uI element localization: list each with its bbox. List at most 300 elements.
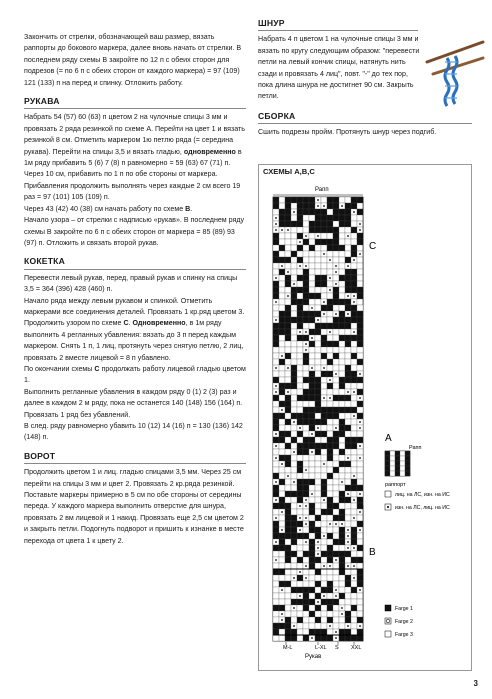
chart-cell [327,359,333,365]
chart-cell [357,215,363,221]
chart-cell [339,371,345,377]
chart-cell [273,257,279,263]
chart-cell [357,539,363,545]
chart-cell [285,329,291,335]
chart-cell [327,227,333,233]
chart-cell [285,371,291,377]
chart-cell [321,611,327,617]
chart-cell [291,311,297,317]
chart-cell [279,419,285,425]
chart-cell [291,377,297,383]
chart-cell [321,383,327,389]
chart-cell [327,401,333,407]
chart-cell [273,263,279,269]
chart-cell-dot [353,331,355,333]
chart-cell [297,473,303,479]
chart-cell [309,275,315,281]
chart-cell [333,257,339,263]
chart-cell [315,239,321,245]
chart-cell [297,479,303,485]
chart-cell [285,401,291,407]
chart-cell [351,269,357,275]
chart-cell [333,341,339,347]
chart-cell-dot [341,613,343,615]
chart-cell [321,401,327,407]
rapport-cell [400,456,405,461]
chart-cell [309,575,315,581]
chart-cell [333,491,339,497]
chart-cell [303,611,309,617]
chart-cell [345,359,351,365]
chart-cell [291,503,297,509]
chart-cell [279,197,285,203]
chart-cell-dot [281,529,283,531]
chart-cell-dot [347,529,349,531]
chart-cell [351,479,357,485]
size-labels [283,642,361,651]
chart-cell [285,377,291,383]
chart-cell [279,479,285,485]
chart-cell [285,383,291,389]
rapport-cell [395,451,400,456]
chart-cell [303,413,309,419]
chart-cell [327,365,333,371]
chart-cell [321,575,327,581]
chart-cell [351,227,357,233]
chart-cell [327,425,333,431]
chart-cell [303,383,309,389]
chart-cell [327,203,333,209]
chart-cell-dot [287,391,289,393]
chart-cell [309,359,315,365]
chart-cell [333,275,339,281]
chart-cell [291,215,297,221]
chart-cell-dot [317,235,319,237]
chart-cell [291,533,297,539]
chart-cell-dot [311,433,313,435]
chart-cell [345,605,351,611]
chart-cell [279,569,285,575]
chart-cell [333,395,339,401]
chart-cell [273,197,279,203]
chart-cell [339,323,345,329]
chart-cell [351,635,357,641]
chart-cell [357,521,363,527]
chart-cell [333,401,339,407]
chart-cell [297,377,303,383]
chart-cell [285,395,291,401]
chart-cell [309,395,315,401]
chart-cell [285,323,291,329]
rapport-cell [400,461,405,466]
chart-cell-dot [329,397,331,399]
chart-cell [327,209,333,215]
chart-cell [333,203,339,209]
chart-cell [273,605,279,611]
chart-cell [309,515,315,521]
chart-cell [333,365,339,371]
chart-cell [345,443,351,449]
chart-cell [327,533,333,539]
chart-cell [339,551,345,557]
chart-cell [321,233,327,239]
chart-cell [351,353,357,359]
chart-cell [327,617,333,623]
chart-cell [327,269,333,275]
chart-cell [357,299,363,305]
chart-cell [327,413,333,419]
chart-cell [279,335,285,341]
chart-cell-dot [287,367,289,369]
chart-cell [315,479,321,485]
chart-cell [315,557,321,563]
chart-cell [297,299,303,305]
chart-cell [315,263,321,269]
chart-cell [321,239,327,245]
chart-grid [273,197,363,641]
chart-cell [321,551,327,557]
chart-cell [297,419,303,425]
chart-cell [279,503,285,509]
chart-cell [279,449,285,455]
chart-cell [345,635,351,641]
chart-cell [297,257,303,263]
chart-cell [315,389,321,395]
chart-cell [333,443,339,449]
chart-cell [357,269,363,275]
chart-cell-dot [353,547,355,549]
chart-cell-dot [359,427,361,429]
chart-cell [357,305,363,311]
chart-cell [303,599,309,605]
chart-cell [357,551,363,557]
chart-cell [315,449,321,455]
chart-cell [303,491,309,497]
chart-cell [351,485,357,491]
chart-cell-dot [323,535,325,537]
chart-cell [279,287,285,293]
chart-cell [285,341,291,347]
chart-cell [321,431,327,437]
chart-cell-dot [293,283,295,285]
chart-cell-dot [305,541,307,543]
chart-cell [291,299,297,305]
chart-cell [279,377,285,383]
chart-cell [333,581,339,587]
chart-cell [327,599,333,605]
chart-cell [339,461,345,467]
chart-cell [357,437,363,443]
chart-cell [285,479,291,485]
chart-cell [351,437,357,443]
chart-cell-dot [347,535,349,537]
yoke-paragraph-4: Выполнить регланные убавления в каждом ряду 0 (1) 2 (3) раз и далее в каждом 2 м ряду, пока не останется 140 (148) 156 (164) п. Провязать 1 ряд без убавлений. [24,387,243,419]
sleeve-label: Рукав [305,654,322,660]
chart-cell [315,437,321,443]
chart-cell [333,419,339,425]
collar-divider [24,463,246,464]
chart-cell [315,485,321,491]
chart-cell-dot [281,589,283,591]
chart-cell [339,485,345,491]
chart-cell [357,599,363,605]
chart-cell [345,281,351,287]
chart-cell [285,527,291,533]
chart-cell [327,497,333,503]
chart-cell [351,623,357,629]
chart-cell [285,563,291,569]
chart-cell [357,479,363,485]
chart-cell-dot [281,613,283,615]
chart-cell [309,401,315,407]
chart-cell [291,455,297,461]
chart-cell [357,635,363,641]
chart-cell-dot [329,259,331,261]
chart-cell [291,563,297,569]
rapport-cell [390,461,395,466]
chart-cell [285,461,291,467]
chart-cell [297,485,303,491]
chart-cell [291,443,297,449]
chart-cell [297,281,303,287]
chart-cell [297,455,303,461]
chart-cell [339,221,345,227]
chart-cell [273,551,279,557]
chart-cell [357,581,363,587]
chart-cell [315,359,321,365]
chart-cell [327,419,333,425]
chart-cell [279,329,285,335]
chart-cell [327,323,333,329]
chart-cell [357,197,363,203]
chart-cell [291,515,297,521]
chart-cell-dot [341,607,343,609]
chart-cell [309,239,315,245]
knitting-chart [259,165,471,670]
chart-cell [327,245,333,251]
chart-cell-dot [347,391,349,393]
chart-cell [321,407,327,413]
chart-cell [297,533,303,539]
chart-cell [333,293,339,299]
chart-cell [327,635,333,641]
chart-cell-dot [335,265,337,267]
chart-cell [273,341,279,347]
chart-cell [309,263,315,269]
chart-cell [327,593,333,599]
chart-cell [357,407,363,413]
chart-cell-dot [293,451,295,453]
chart-cell [285,425,291,431]
chart-cell [285,503,291,509]
assembly-divider [258,123,472,124]
chart-cell [285,587,291,593]
chart-cell [345,611,351,617]
chart-cell [333,431,339,437]
chart-cell [285,353,291,359]
chart-cell [339,269,345,275]
chart-cell [273,509,279,515]
chart-cell [273,473,279,479]
chart-cell [321,539,327,545]
chart-cell [297,401,303,407]
chart-cell [303,635,309,641]
chart-cell [315,461,321,467]
chart-cell [273,401,279,407]
chart-cell-dot [359,373,361,375]
chart-cell [345,251,351,257]
chart-cell [333,533,339,539]
chart-cell [303,275,309,281]
chart-cell [345,197,351,203]
chart-cell [339,311,345,317]
chart-cell-dot [299,265,301,267]
chart-cell [351,383,357,389]
chart-cell [303,461,309,467]
sleeves-heading: РУКАВА [24,96,60,107]
chart-cell [303,221,309,227]
chart-cell [339,509,345,515]
chart-cell [327,353,333,359]
chart-cell [309,629,315,635]
chart-cell [321,341,327,347]
chart-cell [279,485,285,491]
chart-cell [327,587,333,593]
chart-cell [279,551,285,557]
chart-cell-dot [335,523,337,525]
chart-cell [345,473,351,479]
chart-cell-dot [305,523,307,525]
chart-cell-dot [275,499,277,501]
chart-cell [297,323,303,329]
chart-cell-dot [311,493,313,495]
chart-cell [321,527,327,533]
chart-cell [321,413,327,419]
chart-cell-dot [311,337,313,339]
chart-cell [321,257,327,263]
chart-cell [315,473,321,479]
chart-cell [309,413,315,419]
chart-cell [291,239,297,245]
chart-cell-dot [335,631,337,633]
chart-cell [345,221,351,227]
chart-cell [285,203,291,209]
chart-cell [345,227,351,233]
chart-cell-dot [359,253,361,255]
chart-cell [273,485,279,491]
chart-cell [339,239,345,245]
chart-cell [285,299,291,305]
chart-cell-dot [275,541,277,543]
rapport-grid [385,451,410,476]
chart-cell [297,413,303,419]
chart-cell [339,293,345,299]
rapport-cell [395,471,400,476]
chart-cell [297,617,303,623]
chart-cell [309,383,315,389]
chart-cell [309,551,315,557]
label-a: A [385,433,392,444]
chart-cell [285,443,291,449]
chart-cell [285,413,291,419]
chart-cell [291,365,297,371]
chart-cell [291,485,297,491]
chart-cell [273,461,279,467]
chart-cell [273,251,279,257]
chart-cell [303,377,309,383]
chart-cell [339,365,345,371]
chart-cell [351,317,357,323]
chart-cell [303,569,309,575]
yoke-paragraph-3: По окончании схемы C продолжать работу лицевой гладью цветом 1. [24,364,246,385]
rapport-cell [400,471,405,476]
chart-cell [321,599,327,605]
chart-cell [321,587,327,593]
chart-cell [357,335,363,341]
chart-cell [327,197,333,203]
rapport-cell [395,466,400,471]
chart-cell [279,365,285,371]
chart-cell-dot [317,427,319,429]
chart-cell [315,221,321,227]
chart-cell [321,389,327,395]
chart-cell-dot [359,445,361,447]
chart-cell-dot [359,493,361,495]
chart-cell-dot [275,433,277,435]
chart-cell [279,521,285,527]
chart-cell [309,353,315,359]
chart-cell [273,359,279,365]
chart-cell [303,581,309,587]
chart-cell [327,545,333,551]
chart-cell [327,569,333,575]
chart-cell-dot [353,295,355,297]
chart-cell [327,239,333,245]
chart-cell [345,305,351,311]
chart-cell-dot [353,391,355,393]
chart-cell-dot [275,217,277,219]
chart-cell [285,437,291,443]
chart-cell [345,215,351,221]
chart-cell [339,491,345,497]
chart-cell [309,407,315,413]
chart-cell [345,347,351,353]
chart-cell [291,551,297,557]
chart-cell [321,635,327,641]
legend-label: лиц. на ЛС, изн. на ИС [395,492,450,498]
chart-cell-dot [341,205,343,207]
chart-cell [333,455,339,461]
legend-label: Farge 1 [395,606,413,612]
chart-cell-dot [329,523,331,525]
chart-cell [309,563,315,569]
chart-cell [303,473,309,479]
chart-cell [345,599,351,605]
chart-cell [309,617,315,623]
chart-cell [303,449,309,455]
chart-cell [351,245,357,251]
chart-cell [333,611,339,617]
chart-cell [357,383,363,389]
chart-cell [309,581,315,587]
chart-cell [285,359,291,365]
chart-cell [321,323,327,329]
chart-cell [297,587,303,593]
chart-cell [357,563,363,569]
chart-cell [345,593,351,599]
chart-cell-dot [293,211,295,213]
chart-cell [321,473,327,479]
